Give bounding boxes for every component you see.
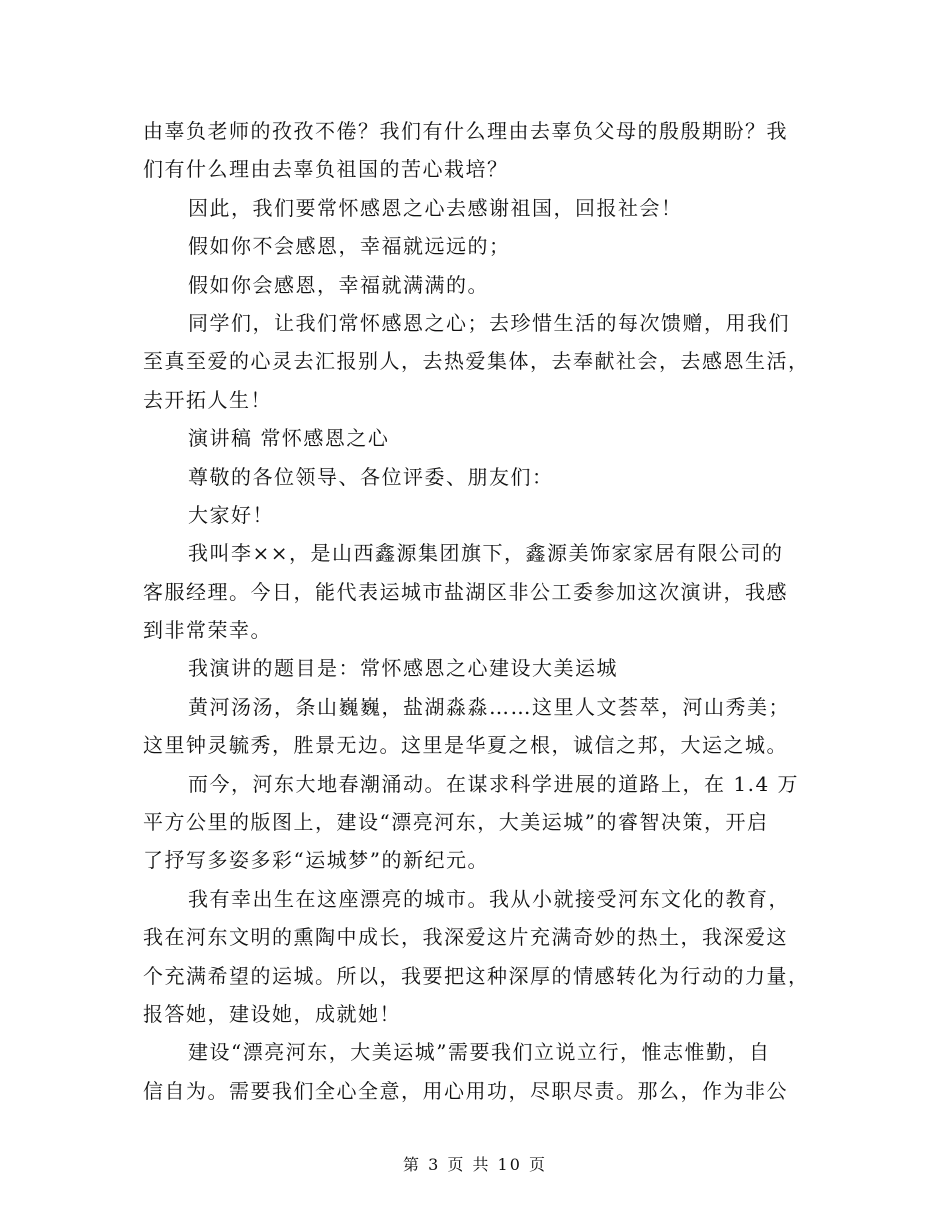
text-line: 了抒写多姿多彩“运城梦”的新纪元。 <box>143 848 489 873</box>
text-line: 们有什么理由去辜负祖国的苦心栽培？ <box>143 157 509 182</box>
salutation: 尊敬的各位领导、各位评委、朋友们： <box>188 464 554 489</box>
page-number-footer: 第 3 页 共 10 页 <box>403 1155 547 1174</box>
text-line: 个充满希望的运城。所以，我要把这种深厚的情感转化为行动的力量， <box>143 963 810 988</box>
text-line: 而今，河东大地春潮涌动。在谋求科学进展的道路上，在 1.4 万 <box>188 771 800 796</box>
text-line: 我叫李××，是山西鑫源集团旗下，鑫源美饰家家居有限公司的 <box>188 541 784 566</box>
document-body <box>143 112 813 1110</box>
text-line: 到非常荣幸。 <box>143 618 272 643</box>
text-line: 平方公里的版图上，建设“漂亮河东，大美运城”的睿智决策，开启 <box>143 810 769 835</box>
text-line: 假如你会感恩，幸福就满满的。 <box>188 272 489 297</box>
text-line: 建设“漂亮河东，大美运城”需要我们立说立行，惟志惟勤，自 <box>188 1040 771 1065</box>
text-line: 我在河东文明的熏陶中成长，我深爱这片充满奇妙的热土，我深爱这 <box>143 925 788 950</box>
text-line: 客服经理。今日，能代表运城市盐湖区非公工委参加这次演讲，我感 <box>143 579 788 604</box>
text-line: 报答她，建设她，成就她！ <box>143 1001 401 1026</box>
text-line: 信自为。需要我们全心全意，用心用功，尽职尽责。那么，作为非公 <box>143 1078 788 1103</box>
text-line: 我有幸出生在这座漂亮的城市。我从小就接受河东文化的教育， <box>188 886 790 911</box>
text-line: 假如你不会感恩，幸福就远远的； <box>188 234 511 259</box>
text-line: 我演讲的题目是：常怀感恩之心建设大美运城 <box>188 656 618 681</box>
text-line: 因此，我们要常怀感恩之心去感谢祖国，回报社会！ <box>188 195 683 220</box>
text-line: 这里钟灵毓秀，胜景无边。这里是华夏之根，诚信之邦，大运之城。 <box>143 733 788 758</box>
text-line: 去开拓人生！ <box>143 387 272 412</box>
text-line: 由辜负老师的孜孜不倦？我们有什么理由去辜负父母的殷殷期盼？我 <box>143 119 788 143</box>
speech-title: 演讲稿 常怀感恩之心 <box>188 426 390 451</box>
greeting: 大家好！ <box>188 502 274 527</box>
text-line: 同学们，让我们常怀感恩之心；去珍惜生活的每次馈赠，用我们 <box>188 310 790 335</box>
text-line: 至真至爱的心灵去汇报别人，去热爱集体，去奉献社会，去感恩生活， <box>143 349 810 374</box>
text-line: 黄河汤汤，条山巍巍，盐湖淼淼……这里人文荟萃，河山秀美； <box>188 694 790 719</box>
